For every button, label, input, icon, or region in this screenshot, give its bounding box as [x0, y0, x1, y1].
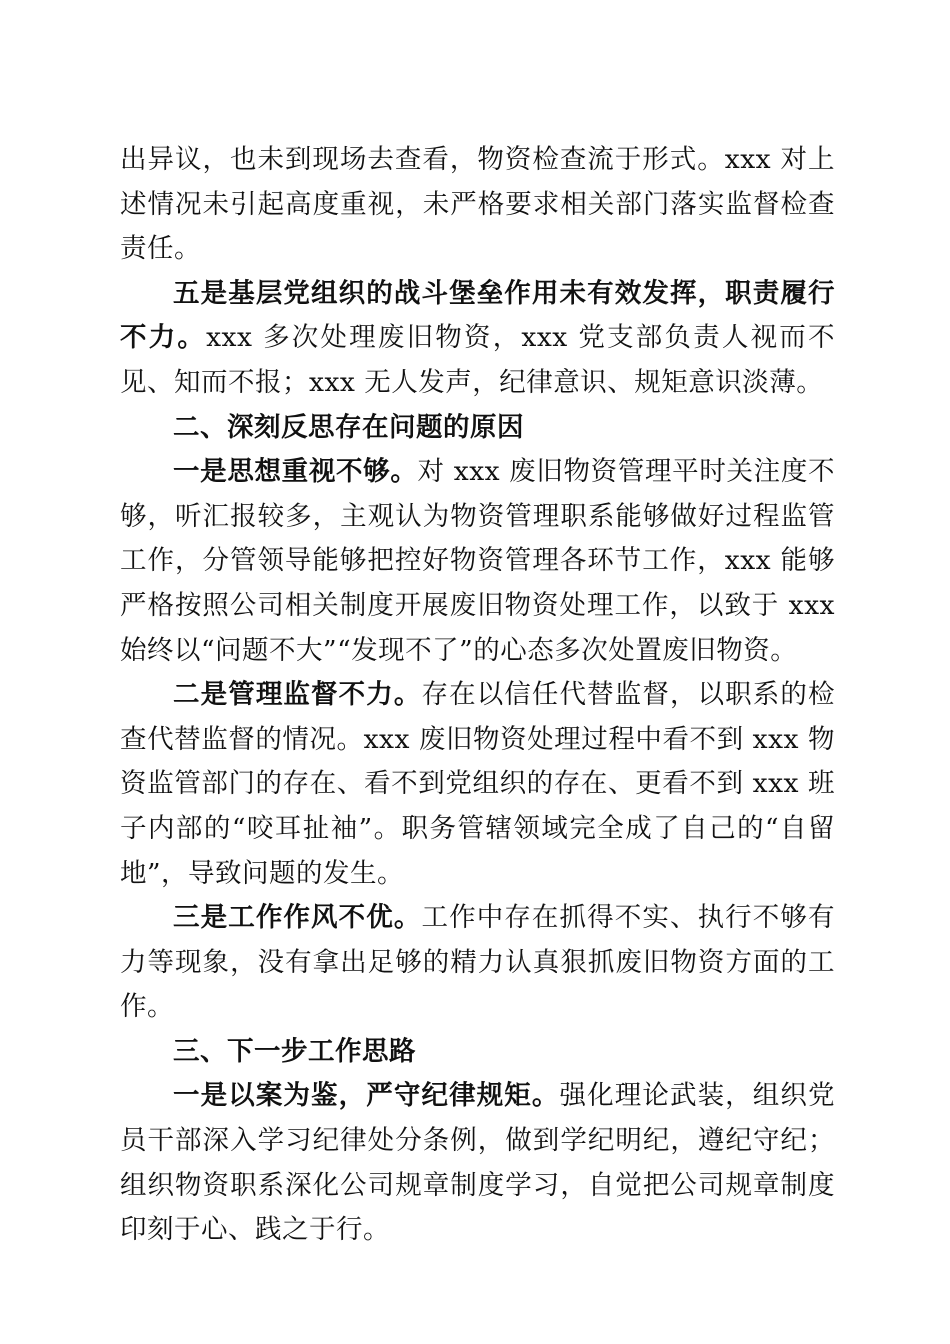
paragraph-discipline — [120, 1074, 835, 1252]
document-body — [120, 138, 835, 1253]
paragraph-lead: 一是思想重视不够。 — [173, 456, 418, 488]
paragraph-continuation: 出异议，也未到现场去查看，物资检查流于形式。xxx 对上述情况未引起高度重视，未严格要求相关部门落实监督检查责任。 — [120, 144, 835, 265]
section-heading-next-steps: 三、下一步工作思路 — [173, 1035, 416, 1067]
paragraph-point-five — [120, 272, 835, 406]
paragraph-lead: 二是管理监督不力。 — [173, 679, 422, 711]
paragraph-thought — [120, 450, 835, 673]
paragraph-text: xxx 多次处理废旧物资，xxx 党支部负责人视而不见、知而不报；xxx 无人发声，纪律意识、规矩意识淡薄。 — [120, 322, 835, 398]
paragraph-lead: 五是基层党组织的战斗堡垒作用未有效发挥，职责履行不力。 — [120, 277, 835, 354]
paragraph-lead: 三是工作作风不优。 — [173, 902, 422, 934]
paragraph-text: 对 xxx 废旧物资管理平时关注度不够，听汇报较多，主观认为物资管理职系能够做好过程监管工作，分管领导能够把控好物资管理各环节工作，xxx 能够严格按照公司相关制度开展废旧物资处理工作，以致于 xxx 始终以“问题不大”“发现不了”的心态多次处置废旧物资。 — [120, 456, 836, 666]
paragraph-text: 强化理论武装，组织党员干部深入学习纪律处分条例，做到学纪明纪，遵纪守纪；组织物资职系深化公司规章制度学习，自觉把公司规章制度印刻于心、践之于行。 — [120, 1080, 836, 1246]
paragraph-text: 工作中存在抓得不实、执行不够有力等现象，没有拿出足够的精力认真狠抓废旧物资方面的工作。 — [120, 902, 836, 1023]
section-heading-reflection: 二、深刻反思存在问题的原因 — [173, 411, 524, 443]
paragraph-text: 存在以信任代替监督，以职系的检查代替监督的情况。xxx 废旧物资处理过程中看不到 xxx 物资监管部门的存在、看不到党组织的存在、更看不到 xxx 班子内部的“咬耳扯袖”。职务管辖领域完全成了自己的“自留地”，导致问题的发生。 — [120, 679, 836, 889]
paragraph-supervision — [120, 673, 835, 896]
paragraph-work-style — [120, 896, 835, 1030]
paragraph-lead: 一是以案为鉴，严守纪律规矩。 — [173, 1080, 560, 1112]
